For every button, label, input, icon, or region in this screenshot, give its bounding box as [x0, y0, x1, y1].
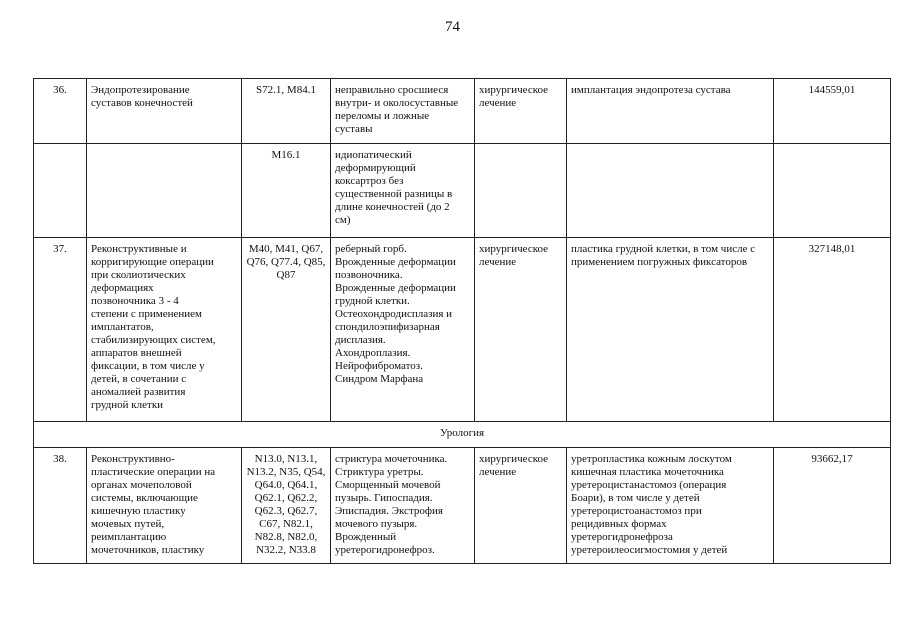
price: 327148,01: [774, 238, 891, 422]
treatment-type: [475, 144, 567, 238]
procedure-name: Эндопротезирование суставов конечностей: [87, 79, 242, 144]
procedure-name: Реконструктивные и корригирующие операции при сколиотических деформациях позвоночника 3 - 4 степени с применением имплантатов, стабилизирующих систем, аппаратов внешней фиксации, в том числе у детей, в сочетании с аномалией развития грудной клетки: [87, 238, 242, 422]
section-title: Урология: [34, 422, 891, 448]
row-number: [34, 144, 87, 238]
table-row: [34, 144, 891, 238]
icd-codes: S72.1, M84.1: [242, 79, 331, 144]
table-row: [34, 238, 891, 422]
row-number: 36.: [34, 79, 87, 144]
treatment-method: уретропластика кожным лоскутом кишечная пластика мочеточника уретероцистанастомоз (операция Боари), в том числе у детей уретероцистоанастомоз при рецидивных формах уретерогидронефроза уретероилеосигмостомия у детей: [567, 448, 774, 564]
section-header-row: [34, 422, 891, 448]
icd-codes: N13.0, N13.1, N13.2, N35, Q54, Q64.0, Q64.1, Q62.1, Q62.2, Q62.3, Q62.7, C67, N82.1, N82.8, N82.0, N32.2, N33.8: [242, 448, 331, 564]
procedure-name: Реконструктивно- пластические операции на органах мочеполовой системы, включающие кишечную пластику мочевых путей, реимплантацию мочеточников, пластику: [87, 448, 242, 564]
treatment-type: хирургическое лечение: [475, 448, 567, 564]
diagnosis: неправильно сросшиеся внутри- и околосуставные переломы и ложные суставы: [331, 79, 475, 144]
table-row: [34, 448, 891, 564]
price: 93662,17: [774, 448, 891, 564]
treatment-method: [567, 144, 774, 238]
treatment-method: пластика грудной клетки, в том числе с применением погружных фиксаторов: [567, 238, 774, 422]
page-number: 74: [445, 19, 460, 35]
procedures-table: [33, 78, 891, 564]
treatment-method: имплантация эндопротеза сустава: [567, 79, 774, 144]
row-number: 38.: [34, 448, 87, 564]
icd-codes: M40, M41, Q67, Q76, Q77.4, Q85, Q87: [242, 238, 331, 422]
diagnosis: стриктура мочеточника. Стриктура уретры. Сморщенный мочевой пузырь. Гипоспадия. Эписпадия. Экстрофия мочевого пузыря. Врожденный уретерогидронефроз.: [331, 448, 475, 564]
table-row: [34, 79, 891, 144]
diagnosis: идиопатический деформирующий коксартроз без существенной разницы в длине конечностей (до 2 см): [331, 144, 475, 238]
row-number: 37.: [34, 238, 87, 422]
treatment-type: хирургическое лечение: [475, 79, 567, 144]
price: 144559,01: [774, 79, 891, 144]
diagnosis: реберный горб. Врожденные деформации позвоночника. Врожденные деформации грудной клетки. Остеохондродисплазия и спондилоэпифизарная дисплазия. Ахондроплазия. Нейрофиброматоз. Синдром Марфана: [331, 238, 475, 422]
treatment-type: хирургическое лечение: [475, 238, 567, 422]
procedure-name: [87, 144, 242, 238]
price: [774, 144, 891, 238]
icd-codes: M16.1: [242, 144, 331, 238]
